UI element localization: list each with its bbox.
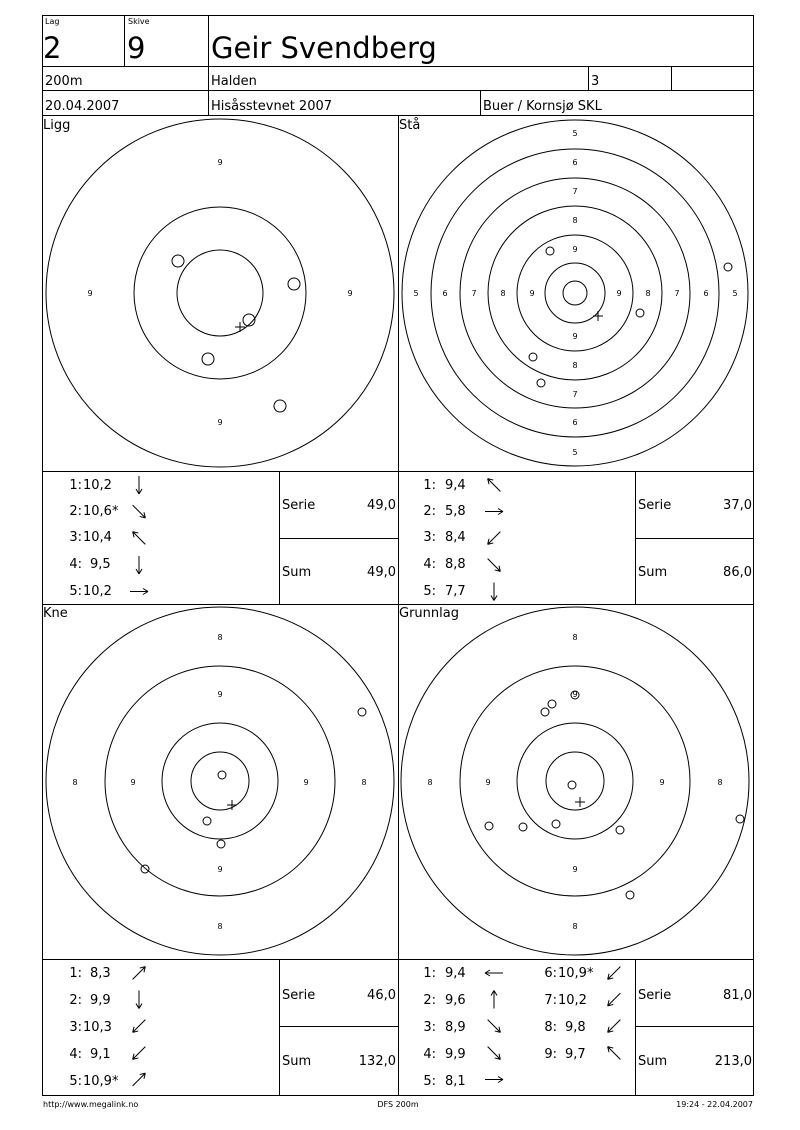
serie-label: Serie: [638, 498, 672, 513]
shot-number: 9:: [544, 1047, 557, 1062]
ring-label: 9: [572, 690, 578, 699]
shot-hole: [626, 891, 634, 899]
sum-label: Sum: [282, 565, 312, 580]
shot-number: 7:: [544, 993, 557, 1008]
ring-label: 9: [659, 778, 665, 787]
ring-label: 5: [572, 448, 578, 457]
shot-number: 5:: [69, 1074, 82, 1089]
place: Halden: [211, 74, 257, 89]
shot-hole: [202, 353, 214, 365]
target-ring: [46, 119, 394, 467]
sum-label: Sum: [638, 565, 668, 580]
shot-score: 8,8: [445, 557, 466, 572]
ring-label: 9: [217, 158, 223, 167]
shot-score: 10,9*: [83, 1074, 119, 1089]
shot-hole: [736, 815, 744, 823]
shot-score: 5,8: [445, 504, 466, 519]
ring-label: 5: [732, 289, 738, 298]
shot-hole: [537, 379, 545, 387]
shot-score: 9,8: [565, 1020, 586, 1035]
shot-list-kne: [69, 966, 119, 1089]
shot-hole: [546, 247, 554, 255]
distance: 200m: [45, 74, 83, 89]
ring-label: 8: [427, 778, 433, 787]
shot-score: 10,2: [83, 478, 112, 493]
target-grunnlag: [399, 606, 749, 955]
target-ring: [402, 120, 748, 466]
ring-label: 8: [500, 289, 506, 298]
shooter-name: Geir Svendberg: [211, 31, 437, 65]
shot-hole: [529, 353, 537, 361]
direction-arrow-icon: [486, 557, 503, 574]
shot-hole: [616, 826, 624, 834]
shot-number: 4:: [69, 1047, 82, 1062]
ring-label: 9: [347, 289, 353, 298]
ring-label: 6: [572, 418, 578, 427]
direction-arrow-icon: [136, 991, 142, 1009]
mean-point-cross: [575, 797, 585, 807]
shot-hole: [274, 400, 286, 412]
direction-arrow-icon: [131, 530, 148, 547]
serie-box-kne: [282, 988, 396, 1069]
serie-label: Serie: [282, 498, 316, 513]
ring-label: 9: [217, 418, 223, 427]
shot-number: 2:: [69, 504, 82, 519]
ring-label: 9: [529, 289, 535, 298]
direction-arrow-icon: [131, 1071, 148, 1088]
direction-arrow-icon: [485, 1077, 503, 1083]
ring-label: 9: [130, 778, 136, 787]
shot-hole: [141, 865, 149, 873]
ring-label: 9: [217, 865, 223, 874]
skive-value: 9: [127, 31, 146, 65]
shot-number: 4:: [423, 557, 436, 572]
shot-score: 10,2: [558, 993, 587, 1008]
target-ring: [177, 250, 263, 336]
direction-arrow-icon: [606, 991, 623, 1008]
event: Hisåsstevnet 2007: [211, 99, 333, 114]
shot-number: 6:: [544, 966, 557, 981]
serie-value: 49,0: [367, 498, 396, 513]
direction-arrow-icon: [606, 1018, 623, 1035]
lag-label: Lag: [45, 17, 60, 26]
shot-score: 9,4: [445, 966, 466, 981]
shot-score: 7,7: [445, 584, 466, 599]
shot-score: 10,3: [83, 1020, 112, 1035]
shot-number: 1:: [423, 966, 436, 981]
shot-hole: [218, 771, 226, 779]
ring-label: 8: [217, 922, 223, 931]
direction-arrow-icon: [131, 503, 148, 520]
shot-score: 9,5: [90, 557, 111, 572]
shot-hole: [568, 781, 576, 789]
shot-list-ligg: [69, 478, 119, 599]
club: Buer / Kornsjø SKL: [483, 99, 602, 114]
target-ligg: [43, 118, 394, 467]
ring-label: 6: [703, 289, 709, 298]
shot-number: 1:: [423, 478, 436, 493]
direction-arrow-icon: [491, 583, 497, 601]
target-ring: [545, 263, 605, 323]
ring-label: 6: [572, 158, 578, 167]
shot-score: 10,4: [83, 530, 112, 545]
serie-value: 81,0: [723, 988, 752, 1003]
footer-program: DFS 200m: [377, 1100, 419, 1109]
shot-score: 9,9: [445, 1047, 466, 1062]
mean-point-cross: [593, 311, 603, 321]
mean-point-cross: [235, 322, 245, 332]
serie-box-grunnlag: [638, 988, 752, 1069]
target-ring: [105, 666, 335, 896]
grid-lines: [42, 15, 754, 1096]
ring-label: 9: [572, 245, 578, 254]
shot-score: 9,7: [565, 1047, 586, 1062]
target-ring: [46, 607, 394, 955]
sum-value: 49,0: [367, 565, 396, 580]
sum-value: 86,0: [723, 565, 752, 580]
shot-score: 9,1: [90, 1047, 111, 1062]
shot-hole: [724, 263, 732, 271]
shot-score: 8,1: [445, 1074, 466, 1089]
ring-label: 8: [645, 289, 651, 298]
ring-label: 6: [442, 289, 448, 298]
shot-number: 8:: [544, 1020, 557, 1035]
serie-value: 37,0: [723, 498, 752, 513]
series-title: Grunnlag: [399, 606, 459, 621]
series-title: Kne: [43, 606, 68, 621]
target-ring: [517, 723, 633, 839]
shot-number: 2:: [423, 504, 436, 519]
ring-label: 9: [616, 289, 622, 298]
footer-printed: 19:24 - 22.04.2007: [676, 1100, 753, 1109]
ring-label: 7: [674, 289, 680, 298]
target-ring: [546, 752, 604, 810]
ring-label: 8: [572, 633, 578, 642]
target-ring: [134, 207, 306, 379]
target-ring: [162, 723, 278, 839]
direction-arrow-icon: [130, 589, 148, 595]
target-ring: [563, 281, 587, 305]
shot-number: 5:: [423, 1074, 436, 1089]
shot-number: 5:: [423, 584, 436, 599]
direction-arrow-icon: [486, 1018, 503, 1035]
shot-number: 3:: [69, 1020, 82, 1035]
shot-hole: [358, 708, 366, 716]
ring-label: 8: [572, 922, 578, 931]
serie-label: Serie: [638, 988, 672, 1003]
direction-arrow-icon: [491, 991, 497, 1009]
shot-number: 3:: [69, 530, 82, 545]
shot-score: 10,9*: [558, 966, 594, 981]
sum-label: Sum: [638, 1054, 668, 1069]
shot-number: 2:: [69, 993, 82, 1008]
shot-number: 1:: [69, 478, 82, 493]
direction-arrow-icon: [606, 1045, 623, 1062]
shot-hole: [172, 255, 184, 267]
sum-label: Sum: [282, 1054, 312, 1069]
shot-hole: [552, 820, 560, 828]
direction-arrow-icon: [136, 476, 142, 494]
direction-arrow-icon: [131, 1045, 148, 1062]
ring-label: 9: [572, 332, 578, 341]
target-ring: [460, 178, 690, 408]
series-title: Ligg: [43, 118, 71, 133]
ring-label: 7: [572, 187, 578, 196]
shot-number: 5:: [69, 584, 82, 599]
serie-value: 46,0: [367, 988, 396, 1003]
ring-label: 8: [361, 778, 367, 787]
shot-hole: [548, 700, 556, 708]
ring-label: 9: [87, 289, 93, 298]
shot-score: 10,6*: [83, 504, 119, 519]
shot-score: 8,3: [90, 966, 111, 981]
ring-label: 8: [572, 361, 578, 370]
shot-list-grunnlag: [423, 966, 594, 1089]
direction-arrow-icon: [606, 965, 623, 982]
direction-arrow-icon: [131, 1018, 148, 1035]
code: 3: [591, 74, 600, 89]
shot-list-staa: [423, 478, 465, 599]
sum-value: 213,0: [714, 1054, 752, 1069]
shot-hole: [636, 309, 644, 317]
shot-hole: [519, 823, 527, 831]
shot-score: 8,4: [445, 530, 466, 545]
shot-score: 9,6: [445, 993, 466, 1008]
shot-score: 9,4: [445, 478, 466, 493]
ring-label: 8: [72, 778, 78, 787]
serie-label: Serie: [282, 988, 316, 1003]
ring-label: 8: [572, 216, 578, 225]
sum-value: 132,0: [358, 1054, 396, 1069]
target-ring: [191, 752, 249, 810]
direction-arrow-icon: [486, 1045, 503, 1062]
ring-label: 7: [471, 289, 477, 298]
shot-number: 4:: [69, 557, 82, 572]
date: 20.04.2007: [45, 99, 120, 114]
shot-number: 1:: [69, 966, 82, 981]
shot-number: 3:: [423, 1020, 436, 1035]
ring-label: 9: [572, 865, 578, 874]
ring-label: 9: [303, 778, 309, 787]
shot-score: 8,9: [445, 1020, 466, 1035]
target-staa: [399, 118, 748, 466]
shot-number: 3:: [423, 530, 436, 545]
skive-label: Skive: [128, 17, 150, 26]
ring-label: 9: [217, 690, 223, 699]
ring-label: 8: [717, 778, 723, 787]
direction-arrow-icon: [136, 556, 142, 574]
lag-value: 2: [43, 31, 62, 65]
shot-number: 2:: [423, 993, 436, 1008]
ring-label: 7: [572, 390, 578, 399]
target-ring: [401, 607, 749, 955]
ring-label: 9: [485, 778, 491, 787]
footer-url: http://www.megalink.no: [43, 1100, 139, 1109]
ring-label: 5: [413, 289, 419, 298]
series-title: Stå: [399, 118, 421, 133]
target-kne: [43, 606, 394, 955]
shot-hole: [288, 278, 300, 290]
shot-hole: [485, 822, 493, 830]
shot-score: 9,9: [90, 993, 111, 1008]
shot-number: 4:: [423, 1047, 436, 1062]
shot-hole: [541, 708, 549, 716]
ring-label: 5: [572, 129, 578, 138]
direction-arrow-icon: [486, 477, 503, 494]
direction-arrow-icon: [485, 970, 503, 976]
ring-label: 8: [217, 633, 223, 642]
direction-arrow-icon: [485, 509, 503, 515]
target-ring: [460, 666, 690, 896]
direction-arrow-icon: [131, 965, 148, 982]
shot-hole: [217, 840, 225, 848]
shot-hole: [203, 817, 211, 825]
direction-arrow-icon: [486, 530, 503, 547]
shot-score: 10,2: [83, 584, 112, 599]
target-ring: [488, 206, 662, 380]
